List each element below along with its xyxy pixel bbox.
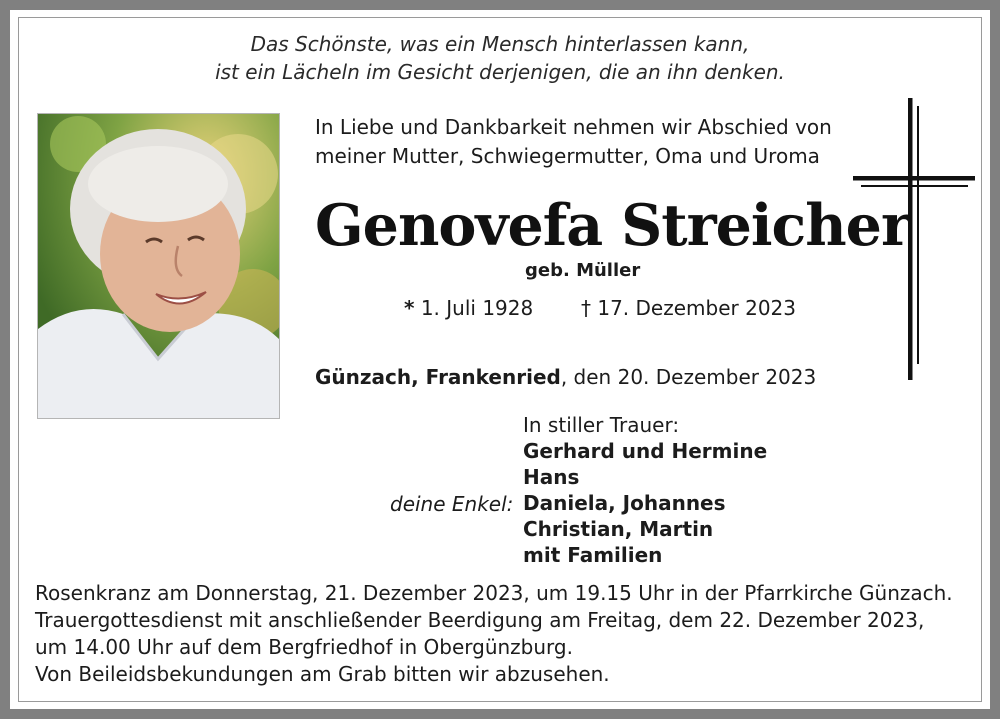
footer-line-3: um 14.00 Uhr auf dem Bergfriedhof in Obergünzburg. xyxy=(35,635,573,659)
intro-line-1: In Liebe und Dankbarkeit nehmen wir Abschied von xyxy=(315,115,832,139)
place-name: Günzach, Frankenried xyxy=(315,365,561,389)
death-date-text: 17. Dezember 2023 xyxy=(597,296,796,320)
motto-line-1: Das Schönste, was ein Mensch hinterlassen kann, xyxy=(250,32,750,56)
motto-line-2: ist ein Lächeln im Gesicht derjenigen, die an ihn denken. xyxy=(215,60,785,84)
intro-line-2: meiner Mutter, Schwiegermutter, Oma und Uroma xyxy=(315,144,820,168)
mourners-line-5: mit Familien xyxy=(523,543,663,567)
mourners-heading: In stiller Trauer: xyxy=(523,413,680,437)
footer-line-2: Trauergottesdienst mit anschließender Beerdigung am Freitag, dem 22. Dezember 2023, xyxy=(35,608,925,632)
maiden-name: geb. Müller xyxy=(525,260,641,281)
place-date-line xyxy=(315,365,816,389)
deceased-name: Genovefa Streicher xyxy=(315,192,910,259)
death-date xyxy=(581,296,796,320)
death-symbol: † xyxy=(581,296,591,320)
mourners-line-2: Hans xyxy=(523,465,580,489)
mourners-line-4: Christian, Martin xyxy=(523,517,714,541)
birth-date-text: 1. Juli 1928 xyxy=(420,296,534,320)
grandchildren-label: deine Enkel: xyxy=(390,492,514,516)
obituary-card xyxy=(10,10,990,709)
announcement-date: , den 20. Dezember 2023 xyxy=(560,365,817,389)
mourners-line-1: Gerhard und Hermine xyxy=(523,439,768,463)
birth-date xyxy=(404,296,533,320)
portrait-photo xyxy=(37,113,280,419)
footer-line-4: Von Beileidsbekundungen am Grab bitten wir abzusehen. xyxy=(35,662,610,686)
footer-line-1: Rosenkranz am Donnerstag, 21. Dezember 2023, um 19.15 Uhr in der Pfarrkirche Günzach. xyxy=(35,581,953,605)
portrait-illustration xyxy=(38,114,279,418)
birth-symbol: * xyxy=(404,296,415,320)
mourners-line-3: Daniela, Johannes xyxy=(523,491,726,515)
